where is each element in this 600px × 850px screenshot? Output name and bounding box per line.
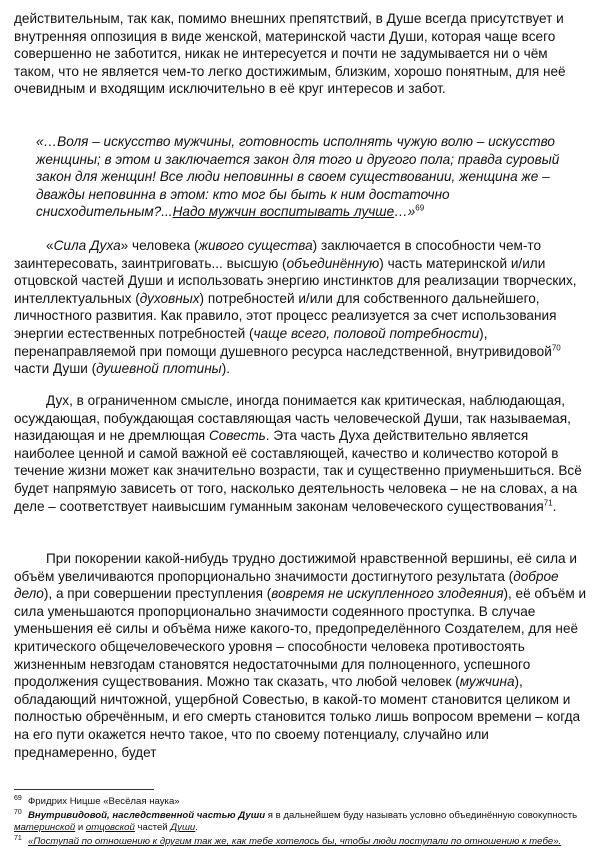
text-run: части Души ( bbox=[14, 361, 97, 377]
quote-close: …» bbox=[394, 204, 416, 220]
footnote-bold-term: Внутривидовой, наследственной частью Души bbox=[28, 810, 266, 822]
text-run: ), а при совершении преступления ( bbox=[43, 586, 272, 602]
italic-run: живого существа bbox=[198, 238, 313, 253]
footnote-text: . bbox=[195, 822, 198, 834]
footnote-text: частей bbox=[134, 822, 171, 834]
footnote-ref-70[interactable]: 70 bbox=[551, 343, 561, 353]
paragraph-spirit-strength bbox=[14, 237, 590, 378]
italic-run: душевной плотины bbox=[96, 361, 222, 377]
paragraph-moral-summit bbox=[14, 550, 590, 761]
italic-run: духовных bbox=[139, 290, 200, 306]
footnote-divider bbox=[14, 789, 154, 790]
footnote-underlined-term: материнской bbox=[14, 822, 76, 834]
footnote-underlined-term: Души bbox=[170, 822, 196, 834]
text-run: . bbox=[552, 498, 557, 514]
italic-run: объединённую bbox=[286, 255, 380, 271]
footnote-number: 70 bbox=[14, 809, 22, 816]
text-run: ) потребностей и/или для собственного дальнейшего, личностного развития. Как правило, этот процесс реализуется за счет использования энергии естественных потребностей ( bbox=[14, 290, 557, 341]
footnote-text: я в дальнейшем буду называть условно объединённую совокупность bbox=[265, 810, 578, 822]
footnote-text: Фридрих Ницше «Весёлая наука» bbox=[28, 796, 180, 808]
footnote-70 bbox=[14, 807, 590, 834]
italic-run: Совесть bbox=[208, 428, 266, 444]
footnote-ref-71[interactable]: 71 bbox=[543, 498, 553, 508]
footnote-text: «Поступай по отношению к другим так же, как тебе хотелось бы, чтобы люди поступали по отношению к тебе». bbox=[28, 836, 562, 848]
italic-run: Сила Духа bbox=[53, 238, 121, 253]
footnote-number: 71 bbox=[14, 835, 22, 842]
text-run: ). bbox=[221, 361, 231, 377]
text-run: Дух, в ограниченном смысле, иногда понимается как критическая, наблюдающая, осуждающая, побуждающая составляющая часть человеческой Души, так называемая, назидающая и не дремлющая bbox=[14, 393, 571, 444]
italic-run: чаще всего, половой потребности bbox=[253, 325, 480, 341]
italic-run: вовремя не искупленного злодеяния bbox=[271, 586, 504, 602]
text-run: « bbox=[46, 238, 54, 253]
text-run: ), перенаправляемой при помощи душевного ресурса наследственной, внутривидовой bbox=[14, 325, 552, 359]
quote-text: Воля – искусство мужчины, готовность исполнять чужую волю – искусство женщины; в этом и заключается закон для того и другого пола; правда суровый закон для женщин! Все люди неповинны в своем существовании, женщина же – дважды неповинна в этом: кто мог бы быть к ним достаточно снисходительным?... bbox=[36, 134, 560, 220]
text-run: ) часть материнской и/или отцовской частей Души и использовать энергию инстинктов для реализации творческих, интеллектуальных ( bbox=[14, 255, 577, 306]
text-run: ), обладающий ничтожной, ущербной Совестью, в какой-то момент становится целиком и полностью обречённым, и его смерть становится только лишь вопросом времени – когда на его пути окажется нечто такое, что по своему потенциалу, случайно или преднамеренно, будет bbox=[14, 674, 581, 760]
footnote-text: и bbox=[75, 822, 86, 834]
text-run: » человека ( bbox=[120, 238, 199, 253]
nietzsche-quote bbox=[14, 133, 590, 221]
footnote-underlined-term: отцовской bbox=[85, 822, 135, 834]
footnote-ref-69[interactable]: 69 bbox=[415, 203, 425, 213]
paragraph-conscience bbox=[14, 392, 590, 515]
text-run: . Эта часть Духа действительно является наиболее ценной и самой важной её составляющей, качество и количество которой в течение жизни может как значительно возрасти, так и существенно приуменьшиться. Всё будет напрямую зависеть от того, насколько деятельность человека – не на словах, а на деле – соответствует наивысшим гуманным законам человеческого существования bbox=[14, 428, 582, 514]
italic-run: мужчина bbox=[459, 674, 515, 690]
text-run: ), её объём и сила уменьшаются пропорционально значимости содеянного проступка. В случае уменьшения её силы и объёма ниже какого-то, предопределённого Создателем, для неё критического общечеловеческого уровня – способности человека противостоять жизненным невзгодам становятся недостаточными для полноценного, успешного продолжения существования. Можно так сказать, что любой человек ( bbox=[14, 586, 587, 690]
footnote-number: 69 bbox=[14, 795, 22, 802]
footnote-71 bbox=[14, 833, 590, 848]
quote-underlined-text: Надо мужчин воспитывать лучше bbox=[172, 204, 395, 220]
text-run: При покорении какой-нибудь трудно достижимой нравственной вершины, её сила и объём увеличиваются пропорционально значимости достигнутого результата ( bbox=[14, 551, 577, 584]
paragraph-intro: действительным, так как, помимо внешних препятствий, в Душе всегда присутствует и внутренняя оппозиция в виде женской, материнской части Души, которая чаще всего совершенно не заботится, никак не интересуется и почти не задумывается ни о чём таком, что не является чем-то легко достижимым, близким, хорошо понятным, для неё очевидным и входящим исключительно в её круг интересов и забот. bbox=[14, 11, 566, 97]
text-run: ) заключается в способности чем-то заинтересовать, заинтриговать... высшую ( bbox=[14, 238, 542, 271]
italic-run: доброе дело bbox=[14, 568, 559, 602]
footnote-69 bbox=[14, 793, 590, 808]
quote-open: «… bbox=[36, 134, 58, 149]
